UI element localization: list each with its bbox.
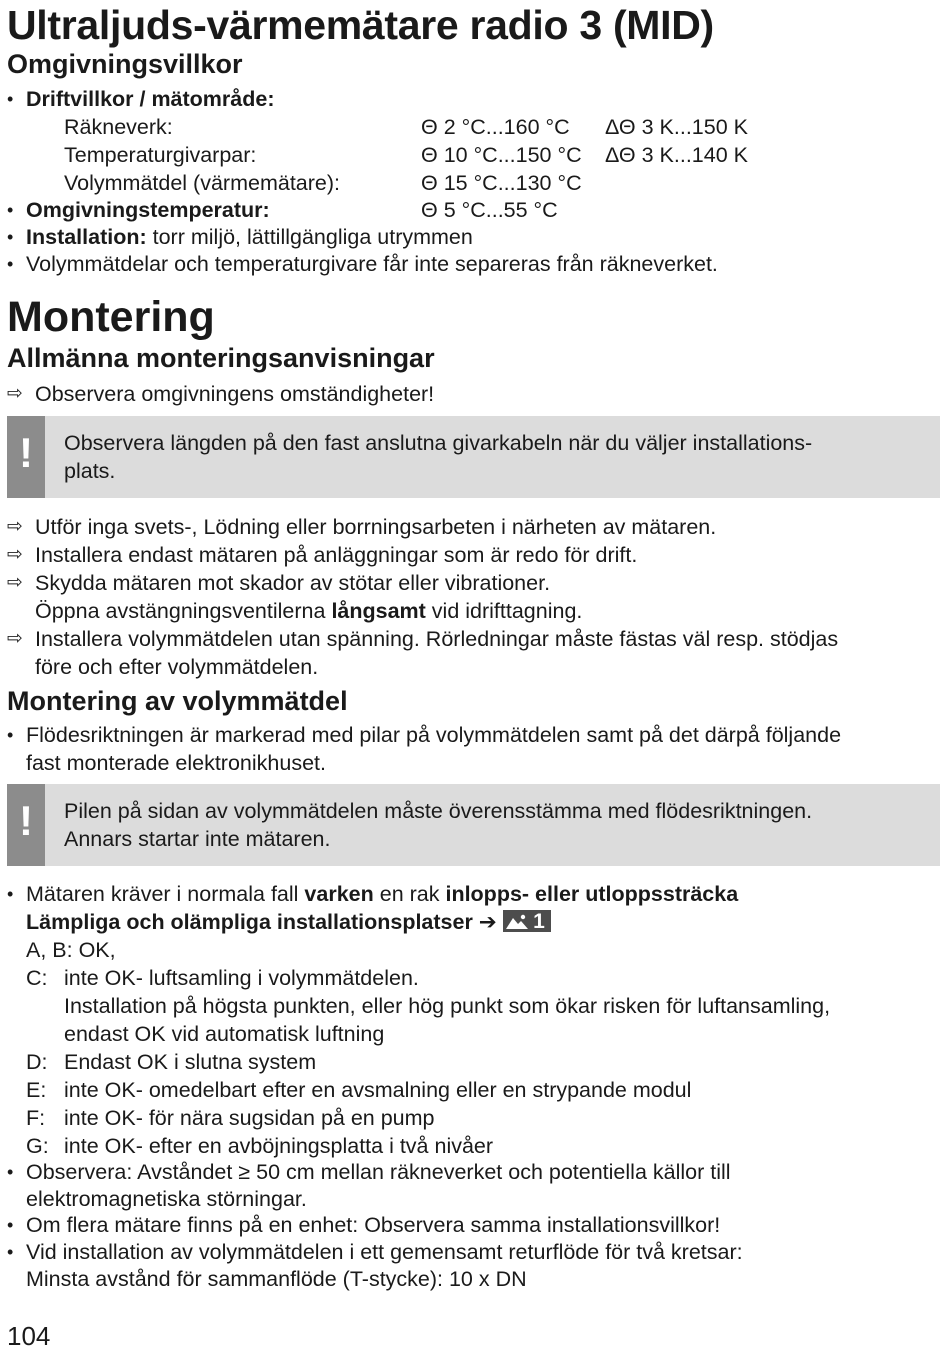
valve-instruction [35, 597, 582, 625]
env-row-range: Θ 2 °C...160 °C [421, 115, 570, 139]
location-text: endast OK vid automatisk luftning [64, 1022, 385, 1046]
instruction-item: Installera endast mätaren på anläggningar som är redo för drift. [35, 543, 638, 567]
warning-text: Annars startar inte mätaren. [64, 827, 331, 851]
figure-reference [503, 910, 551, 932]
warning-text: Pilen på sidan av volymmätdelen måste överensstämma med flödesriktningen. [64, 799, 813, 823]
requirement-text [26, 880, 738, 908]
bullet-icon: • [7, 884, 14, 904]
ambient-value: Θ 5 °C...55 °C [421, 198, 558, 222]
arrow-right-icon: ⇨ [7, 628, 23, 649]
general-heading: Allmänna monteringsanvisningar [7, 343, 435, 373]
env-row-delta: ΔΘ 3 K...140 K [605, 143, 748, 167]
location-key: D: [26, 1050, 48, 1074]
env-row-delta: ΔΘ 3 K...150 K [605, 115, 748, 139]
instruction-item: Installera volymmätdelen utan spänning. Rörledningar måste fästas väl resp. stödjas [35, 627, 839, 651]
em-note: elektromagnetiska störningar. [26, 1187, 307, 1211]
installation-line [26, 223, 473, 251]
exclamation-icon: ! [19, 429, 33, 476]
location-text: Endast OK i slutna system [64, 1050, 317, 1074]
separation-note: Volymmätdelar och temperaturgivare får inte separeras från räkneverket. [26, 252, 718, 276]
env-row-range: Θ 15 °C...130 °C [421, 171, 582, 195]
location-key: A, B: OK, [26, 938, 116, 962]
warning-box [7, 784, 940, 866]
req-text-mid: en rak [373, 882, 446, 906]
arrow-right-icon: ⇨ [7, 572, 23, 593]
location-text: Installation på högsta punkten, eller hög punkt som ökar risken för luftansamling, [64, 994, 831, 1018]
valve-text: Öppna avstängningsventilerna [35, 599, 332, 623]
location-key: G: [26, 1134, 49, 1158]
instruction-item: Utför inga svets-, Lödning eller borrningsarbeten i närheten av mätaren. [35, 515, 717, 539]
bullet-icon: • [7, 89, 14, 109]
location-key: F: [26, 1106, 46, 1130]
bullet-icon: • [7, 1215, 14, 1235]
valve-text-end: vid idrifttagning. [425, 599, 583, 623]
bullet-icon: • [7, 1162, 14, 1182]
valve-emphasis: långsamt [331, 599, 426, 623]
flow-text: fast monterade elektronikhuset. [26, 751, 326, 775]
bullet-icon: • [7, 254, 14, 274]
observe-text: Observera omgivningens omständigheter! [35, 382, 435, 406]
arrow-right-icon: ⇨ [7, 383, 23, 404]
warning-text: plats. [64, 459, 116, 483]
em-note: Observera: Avståndet ≥ 50 cm mellan räkneverket och potentiella källor till [26, 1160, 731, 1184]
req-text: Mätaren kräver i normala fall [26, 882, 305, 906]
env-heading: Omgivningsvillkor [7, 49, 243, 79]
env-row-name: Volymmätdel (värmemätare): [64, 171, 340, 195]
location-key: E: [26, 1078, 47, 1102]
flow-text: Flödesriktningen är markerad med pilar på volymmätdelen samt på det därpå följande [26, 723, 842, 747]
env-row-range: Θ 10 °C...150 °C [421, 143, 582, 167]
instruction-item-cont: före och efter volymmätdelen. [35, 655, 319, 679]
figure-number: 1 [533, 910, 545, 933]
installation-text: torr miljö, lättillgängliga utrymmen [146, 225, 473, 249]
warning-box [7, 416, 940, 498]
env-row-name: Räkneverk: [64, 115, 173, 139]
warning-text: Observera längden på den fast anslutna givarkabeln när du väljer installations- [64, 431, 813, 455]
suitable-text: Lämpliga och olämpliga installationsplatser ➔ [26, 910, 497, 934]
bullet-icon: • [7, 725, 14, 745]
page-title: Ultraljuds-värmemätare radio 3 (MID) [7, 2, 714, 48]
exclamation-icon: ! [19, 797, 33, 844]
location-key: C: [26, 966, 48, 990]
mounting-title: Montering [7, 293, 215, 341]
return-flow-note: Minsta avstånd för sammanflöde (T-stycke): 10 x DN [26, 1267, 527, 1291]
bullet-icon: • [7, 227, 14, 247]
return-flow-note: Vid installation av volymmätdelen i ett gemensamt returflöde för två kretsar: [26, 1240, 743, 1264]
suitable-locations [26, 908, 551, 936]
multi-meter-note: Om flera mätare finns på en enhet: Observera samma installationsvillkor! [26, 1213, 721, 1237]
req-emphasis: varken [304, 882, 374, 906]
installation-label: Installation: [26, 225, 147, 249]
location-text: inte OK- efter en avböjningsplatta i två nivåer [64, 1134, 494, 1158]
location-text: inte OK- omedelbart efter en avsmalning eller en strypande modul [64, 1078, 692, 1102]
image-icon [506, 913, 528, 929]
ambient-label: Omgivningstemperatur: [26, 198, 270, 222]
bullet-icon: • [7, 200, 14, 220]
bullet-icon: • [7, 1242, 14, 1262]
location-text: inte OK- för nära sugsidan på en pump [64, 1106, 435, 1130]
req-emphasis-2: inlopps- eller utloppssträcka [445, 882, 739, 906]
env-row-name: Temperaturgivarpar: [64, 143, 257, 167]
arrow-right-icon: ⇨ [7, 544, 23, 565]
op-conditions-label: Driftvillkor / mätområde: [26, 87, 275, 111]
arrow-right-icon: ⇨ [7, 516, 23, 537]
instruction-item: Skydda mätaren mot skador av stötar eller vibrationer. [35, 571, 551, 595]
volume-heading: Montering av volymmätdel [7, 686, 348, 716]
location-text: inte OK- luftsamling i volymmätdelen. [64, 966, 419, 990]
page-number: 104 [7, 1321, 51, 1351]
